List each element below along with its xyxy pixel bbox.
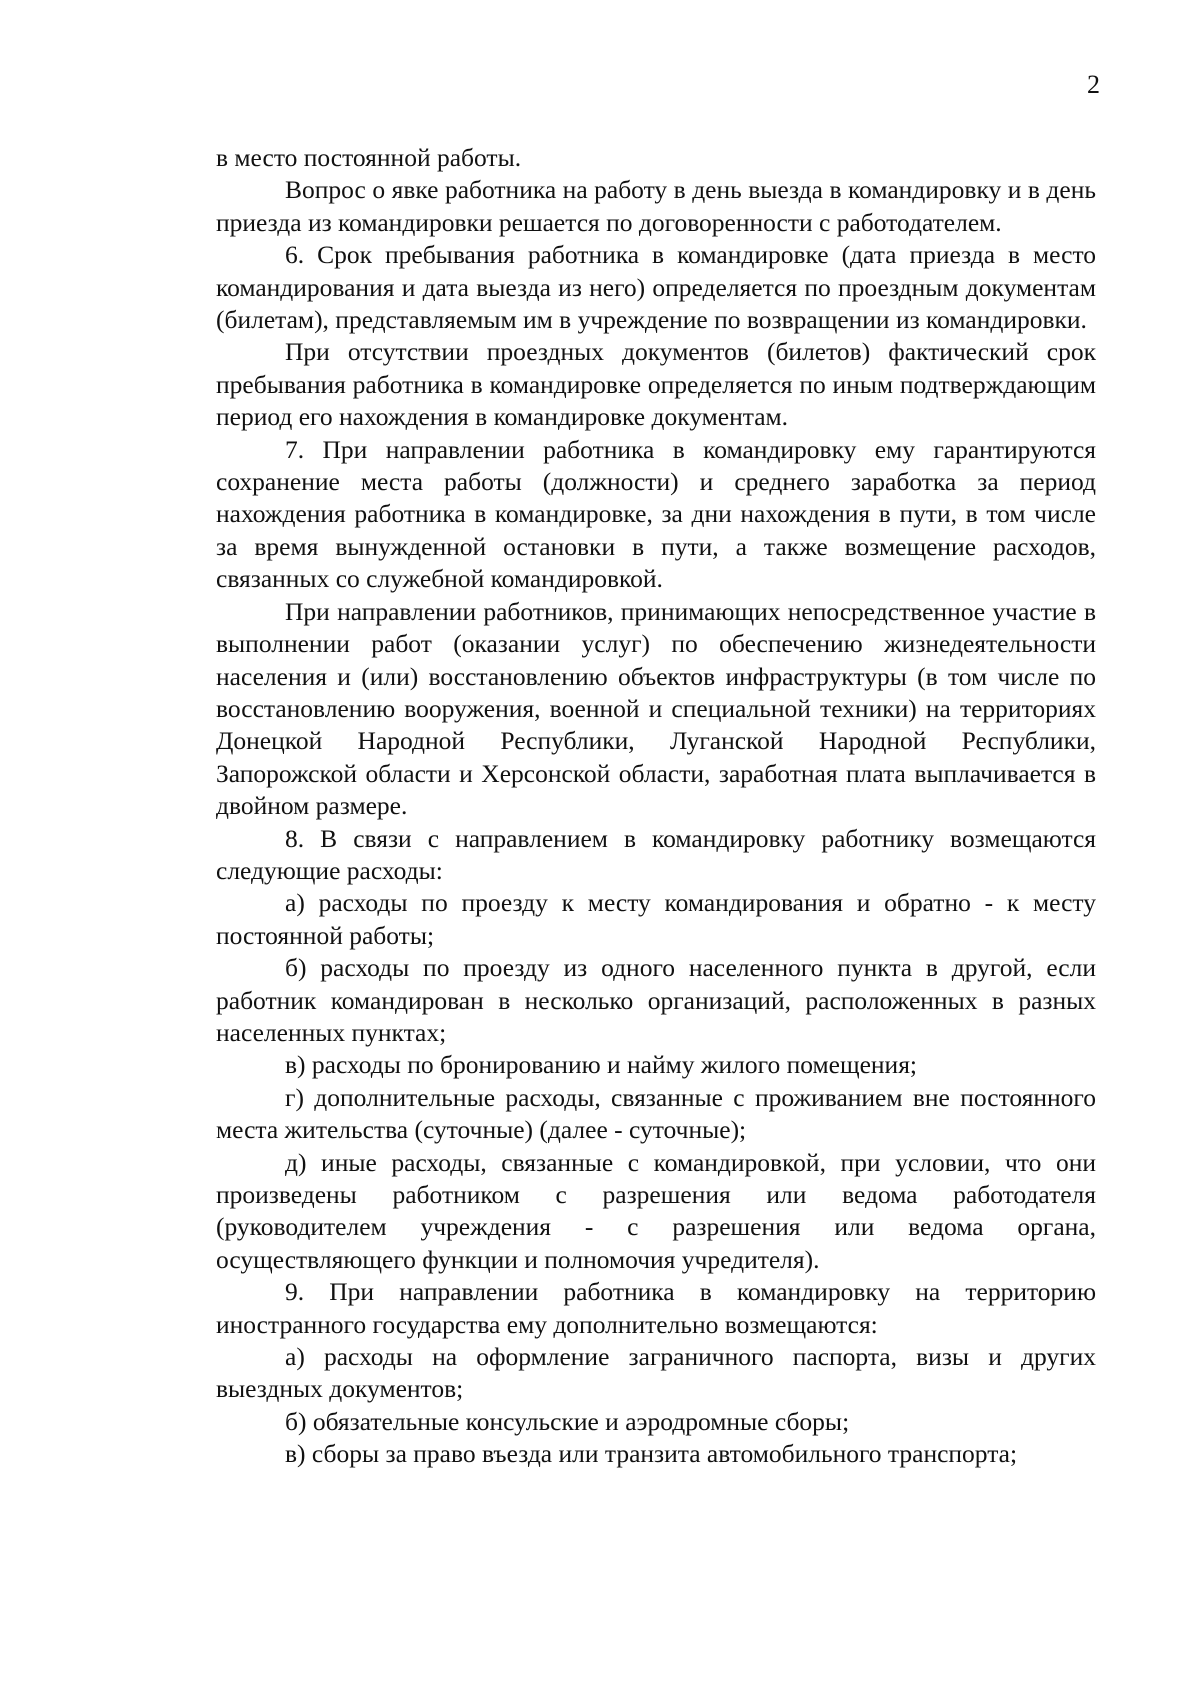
paragraph-item-8v: в) расходы по бронированию и найму жилого помещения; <box>285 1050 918 1080</box>
paragraph-item-9b: б) обязательные консульские и аэродромные сборы; <box>285 1406 850 1436</box>
paragraph-no-tickets: При отсутствии проездных документов (билетов) фактический срок пребывания работника в командировке определяется по иным подтверждающим период его нахождения в командировке документам. <box>216 337 1096 432</box>
paragraph-item-8a: а) расходы по проезду к месту командирования и обратно - к месту постоянной работы; <box>216 888 1096 950</box>
paragraph-double-pay: При направлении работников, принимающих непосредственное участие в выполнении работ (оказании услуг) по обеспечению жизнедеятельности населения и (или) восстановлению объектов инфраструктуры (в том числе по восстановлению вооружения, военной и специальной техники) на территориях Донецкой Народной Республики, Луганской Народной Республики, Запорожской области и Херсонской области, заработная плата выплачивается в двойном размере. <box>216 596 1096 821</box>
paragraph-item-6: 6. Срок пребывания работника в командировке (дата приезда в место командирования и дата выезда из него) определяется по проездным документам (билетам), представляемым им в учреждение по возвращении из командировки. <box>216 240 1096 335</box>
paragraph-item-9a: а) расходы на оформление заграничного паспорта, визы и других выездных документов; <box>216 1342 1096 1404</box>
paragraph-item-8g: г) дополнительные расходы, связанные с проживанием вне постоянного места жительства (суточные) (далее - суточные); <box>216 1082 1096 1145</box>
paragraph-attendance-question: Вопрос о явке работника на работу в день выезда в командировку и в день приезда из командировки решается по договоренности с работодателем. <box>216 175 1096 237</box>
page-number: 2 <box>1087 70 1100 99</box>
paragraph-item-8b: б) расходы по проезду из одного населенного пункта в другой, если работник командирован в несколько организаций, расположенных в разных населенных пунктах; <box>216 953 1096 1047</box>
paragraph-item-8: 8. В связи с направлением в командировку работнику возмещаются следующие расходы: <box>216 823 1096 885</box>
paragraph-item-8d: д) иные расходы, связанные с командировкой, при условии, что они произведены работником с разрешения или ведома работодателя (руководителем учреждения - с разрешения или ведома органа, осуществляющего функции и полномочия учредителя). <box>216 1147 1096 1274</box>
paragraph-item-7: 7. При направлении работника в командировку ему гарантируются сохранение места работы (должности) и среднего заработка за период нахождения работника в командировке, за дни нахождения в пути, в том числе за время вынужденной остановки в пути, а также возмещение расходов, связанных со служебной командировкой. <box>216 434 1096 594</box>
paragraph-continuation: в место постоянной работы. <box>216 143 522 172</box>
document-body <box>216 142 1096 1471</box>
paragraph-item-9v: в) сборы за право въезда или транзита автомобильного транспорта; <box>285 1439 1018 1469</box>
paragraph-item-9: 9. При направлении работника в командировку на территорию иностранного государства ему дополнительно возмещаются: <box>216 1277 1096 1339</box>
